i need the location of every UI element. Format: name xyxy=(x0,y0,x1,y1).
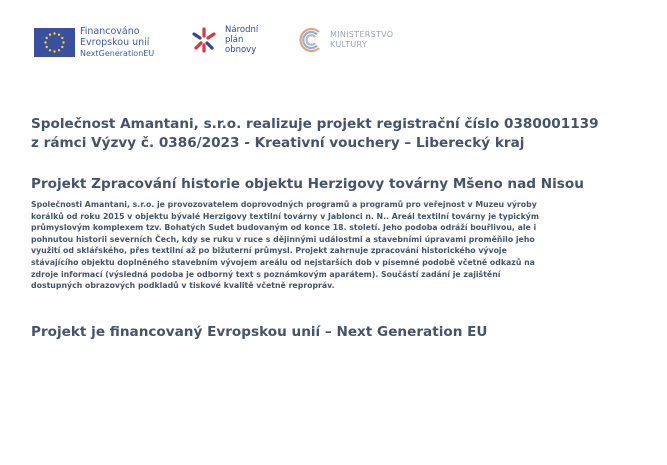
description-line: dostupných obrazových podkladů v tiskové kvalitě včetně repropráv. xyxy=(31,281,335,291)
main-heading-line-2: z rámci Výzvy č. 0386/2023 - Kreativní vouchery – Liberecký kraj xyxy=(31,135,525,151)
description-line: průmyslovým komplexem tzv. Bohatých Sudet budovaným od konce 18. století. Jeho podoba odráží bouřlivou, ale i xyxy=(31,223,537,233)
eu-flag-icon xyxy=(34,28,75,57)
eu-funding-logo xyxy=(34,26,154,59)
project-description xyxy=(31,199,631,292)
eu-logo-text-3: NextGenerationEU xyxy=(80,49,155,58)
description-line: korálků od roku 2015 v objektu bývalé Herzigovy textilní továrny v Jablonci n. N.. Areál textilní továrny je typickým xyxy=(31,211,539,221)
ministry-of-culture-logo xyxy=(297,26,393,54)
npo-star-icon xyxy=(189,25,219,55)
npo-logo-text-1: Národní xyxy=(225,25,259,35)
description-line: využití od sklářského, přes textilní až po bižuterní průmysl. Projekt zahrnuje zpracování historického vývoje xyxy=(31,246,507,256)
eu-logo-text-1: Financováno xyxy=(80,26,140,37)
eu-logo-text-2: Evropskou unií xyxy=(80,37,150,48)
description-line: stávajícího objektu doplněného stavebním vývojem areálu od nejstarších dob v písemné podobě včetně odkazů na xyxy=(31,257,535,267)
ministry-c-icon xyxy=(297,26,325,54)
main-heading xyxy=(31,115,651,153)
npo-logo-text-3: obnovy xyxy=(225,45,257,55)
main-heading-line-1: Společnost Amantani, s.r.o. realizuje projekt registrační číslo 0380001139 xyxy=(31,116,599,132)
npo-logo xyxy=(189,25,258,55)
funding-heading: Projekt je financovaný Evropskou unií – Next Generation EU xyxy=(31,324,488,340)
ministry-logo-text-2: KULTURY xyxy=(330,40,368,49)
project-heading: Projekt Zpracování historie objektu Herzigovy továrny Mšeno nad Nisou xyxy=(31,176,584,192)
description-line: Společnosti Amantani, s.r.o. je provozovatelem doprovodných programů a programů pro veřejnost v Muzeu výroby xyxy=(31,200,537,209)
npo-logo-text-2: plán xyxy=(225,35,244,45)
description-line: zdroje informací (výsledná podoba je odborný text s poznámkovým aparátem). Součástí zadání je zajištění xyxy=(31,269,501,279)
description-line: pohnutou historii severních Čech, kdy se ruku v ruce s dějinnými událostmi a stavebními úpravami proměňilo jeho xyxy=(31,234,535,244)
ministry-logo-text-1: MINISTERSTVO xyxy=(330,30,394,39)
